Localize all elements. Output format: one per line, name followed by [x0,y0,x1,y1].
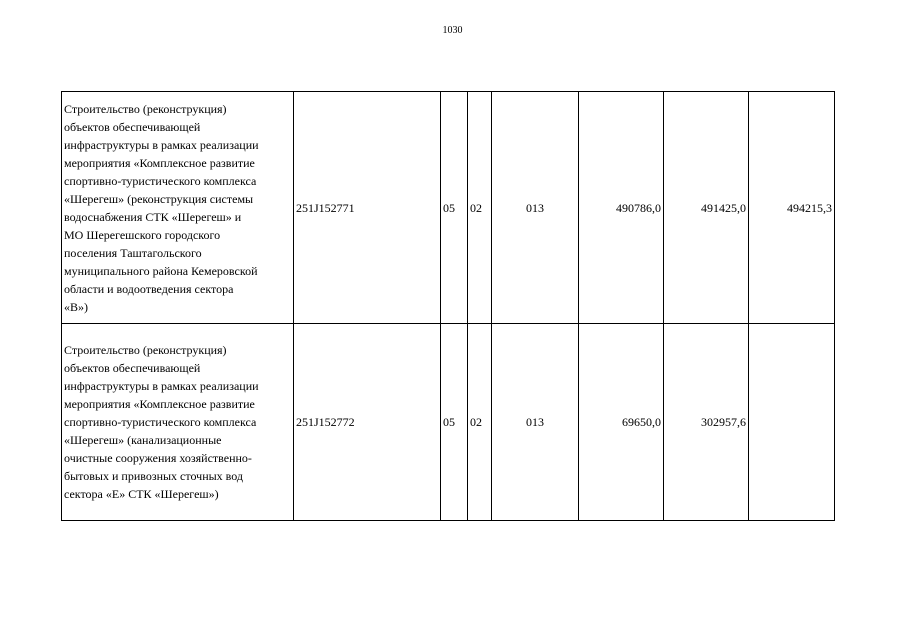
subsection-cell: 02 [468,324,492,521]
item-name-line: мероприятия «Комплексное развитие [64,155,255,170]
amount-year-1-cell: 490786,0 [579,92,664,324]
item-name-line: инфраструктуры в рамках реализации [64,379,259,393]
amount-year-3-cell: 494215,3 [749,92,835,324]
page-number: 1030 [442,25,463,36]
item-name-line: сектора «Е» СТК «Шерегеш») [64,487,219,501]
amount-year-1-cell: 69650,0 [579,324,664,521]
item-name-line: «Шерегеш» (канализационные [64,433,222,447]
item-name-line: объектов обеспечивающей [64,119,201,134]
expense-type-cell: 013 [492,324,579,521]
item-name-line: Строительство (реконструкция) [64,101,227,116]
item-name-line: области и водоотведения сектора [64,281,234,296]
item-name-line: «В») [64,299,88,314]
amount-year-3-cell [749,324,835,521]
item-name-line: мероприятия «Комплексное развитие [64,397,255,411]
amount-year-2-cell: 491425,0 [664,92,749,324]
item-name-line: поселения Таштагольского [64,245,202,260]
item-name-line: объектов обеспечивающей [64,361,201,375]
target-code-cell: 251J152772 [294,324,441,521]
item-name-line: очистные сооружения хозяйственно- [64,451,252,465]
item-name-line: Строительство (реконструкция) [64,343,227,357]
item-name-cell [62,92,294,324]
item-name-line: бытовых и привозных сточных вод [64,469,244,483]
table-row [62,324,835,521]
item-name-line: спортивно-туристического комплекса [64,173,257,188]
item-name-cell [62,324,294,521]
item-name-line: МО Шерегешского городского [64,227,221,242]
section-cell: 05 [441,324,468,521]
subsection-cell: 02 [468,92,492,324]
section-cell: 05 [441,92,468,324]
table-row [62,92,835,324]
item-name-line: инфраструктуры в рамках реализации [64,137,259,152]
budget-table [61,91,835,521]
item-name-line: муниципального района Кемеровской [64,263,258,278]
item-name-line: спортивно-туристического комплекса [64,415,257,429]
target-code-cell: 251J152771 [294,92,441,324]
item-name-line: водоснабжения СТК «Шерегеш» и [64,209,242,224]
expense-type-cell: 013 [492,92,579,324]
amount-year-2-cell: 302957,6 [664,324,749,521]
item-name-line: «Шерегеш» (реконструкция системы [64,191,254,206]
